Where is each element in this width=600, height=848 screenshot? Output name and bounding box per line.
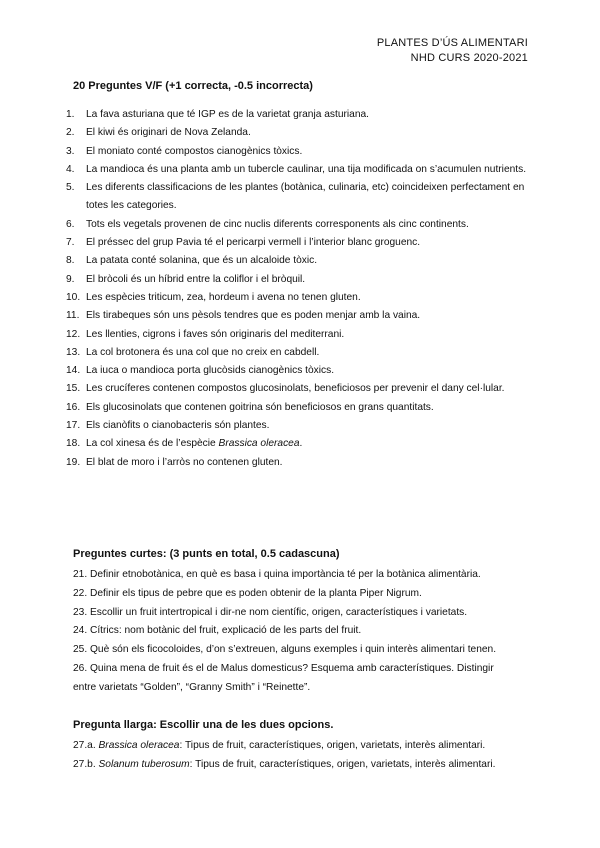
question-number: 10. [66,291,81,303]
question-number: 11. [66,310,80,322]
vf-question [66,344,536,362]
question-text: El kiwi és originari de Nova Zelanda. [86,127,251,139]
header-course-title: PLANTES D’ÚS ALIMENTARI [376,37,528,49]
vf-question [66,454,536,472]
question-number: 1. [66,109,75,120]
document-header [377,36,528,66]
question-text: El bròcoli és un híbrid entre la coliflor i el bròquil. [86,273,306,285]
option-label: 27.b. [73,758,99,770]
vf-question [66,362,536,380]
question-text: Les llenties, cigrons i faves són originaris del mediterrani. [86,328,345,340]
short-question: 23. Escollir un fruit intertropical i dir-ne nom científic, origen, característiques i varietats. [73,606,468,618]
short-question: 24. Cítrics: nom botànic del fruit, explicació de les parts del fruit. [73,625,362,637]
question-number: 12. [66,328,81,340]
question-number: 16. [66,401,81,413]
question-number: 5. [66,182,75,194]
question-text: La patata conté solanina, que és un alcaloide tòxic. [86,255,318,267]
vf-question [66,380,536,398]
species-name: Brassica oleracea [218,438,300,450]
vf-question [66,106,536,124]
vf-question [66,143,536,161]
question-text: El blat de moro i l’arròs no contenen gluten. [86,456,283,468]
option-text: : Tipus de fruit, característiques, origen, varietats, interès alimentari. [179,740,486,751]
vf-question [66,399,536,417]
question-text: La col brotonera és una col que no creix en cabdell. [86,346,320,358]
question-number: 13. [66,346,81,358]
question-number: 18. [66,438,81,450]
species-name: Solanum tuberosum [98,758,190,770]
question-number: 6. [66,218,75,230]
vf-question-list [66,106,536,472]
question-text: Els cianòfits o cianobacteris són plantes. [86,420,270,432]
vf-question [66,179,536,216]
vf-question [66,435,536,453]
vf-question [66,252,536,270]
question-number: 14. [66,365,81,377]
vf-question [66,417,536,435]
question-number: 4. [66,163,75,175]
long-question-list [73,737,543,775]
species-name: Brassica oleracea [98,740,180,751]
short-question: 22. Definir els tipus de pebre que es poden obtenir de la planta Piper Nigrum. [73,587,422,599]
question-text: Les crucíferes contenen compostos glucosinolats, beneficiosos per prevenir el dany cel·lular. [86,383,505,395]
question-text: Tots els vegetals provenen de cinc nuclis diferents corresponents als cinc continents. [86,218,469,230]
short-question-list [73,566,543,698]
vf-question [66,124,536,142]
vf-question [66,161,536,179]
header-course-year: NHD CURS 2020-2021 [410,52,528,64]
short-question: 21. Definir etnobotànica, en què es basa i quina importància té per la botànica alimentària. [73,569,481,580]
section-short-title: Preguntes curtes: (3 punts en total, 0.5 cadascuna) [73,548,340,560]
question-number: 7. [66,237,75,249]
vf-question [66,216,536,234]
question-text: La iuca o mandioca porta glucòsids cianogènics tòxics. [86,365,335,377]
vf-question [66,326,536,344]
vf-question [66,289,536,307]
question-text: Les espècies triticum, zea, hordeum i avena no tenen gluten. [86,291,361,303]
question-number: 3. [66,145,75,157]
short-question: 26. Quina mena de fruit és el de Malus domesticus? Esquema amb característiques. Distingir [73,662,494,674]
short-question-continuation: entre varietats “Golden”, “Granny Smith” i “Reinette”. [73,681,311,693]
long-question-option [73,737,543,756]
option-label: 27.a. [73,740,99,751]
vf-question [66,234,536,252]
question-text: La mandioca és una planta amb un tubercle caulinar, una tija modificada on s’acumulen nutrients. [86,163,527,175]
question-number: 17. [66,420,81,432]
question-text: El moniato conté compostos cianogènics tòxics. [86,145,303,157]
question-number: 9. [66,273,75,285]
question-text-end: . [299,438,303,450]
question-text: El préssec del grup Pavia té el pericarpi vermell i l’interior blanc groguenc. [86,237,421,249]
question-number: 2. [66,127,75,139]
question-number: 15. [66,383,81,395]
question-text: Les diferents classificacions de les plantes (botànica, culinaria, etc) coincideixen perfectament en totes les categories. [86,182,525,212]
long-question-option [73,756,543,775]
question-text: Els tirabeques són uns pèsols tendres que es poden menjar amb la vaina. [86,310,421,322]
section-vf-title: 20 Preguntes V/F (+1 correcta, -0.5 incorrecta) [73,80,313,92]
question-text: Els glucosinolats que contenen goitrina són beneficiosos en grans quantitats. [86,401,434,413]
question-text: La fava asturiana que té IGP es de la varietat granja asturiana. [86,109,369,120]
question-number: 8. [66,255,75,267]
short-question: 25. Què són els ficocoloides, d’on s’extreuen, alguns exemples i quin interès alimentari tenen. [73,644,497,656]
section-long-title: Pregunta llarga: Escollir una de les dues opcions. [73,719,334,731]
question-number: 19. [66,456,81,468]
question-text: La col xinesa és de l’espècie [86,438,219,450]
vf-question [66,271,536,289]
vf-question [66,307,536,325]
option-text: : Tipus de fruit, característiques, origen, varietats, interès alimentari. [189,758,496,770]
